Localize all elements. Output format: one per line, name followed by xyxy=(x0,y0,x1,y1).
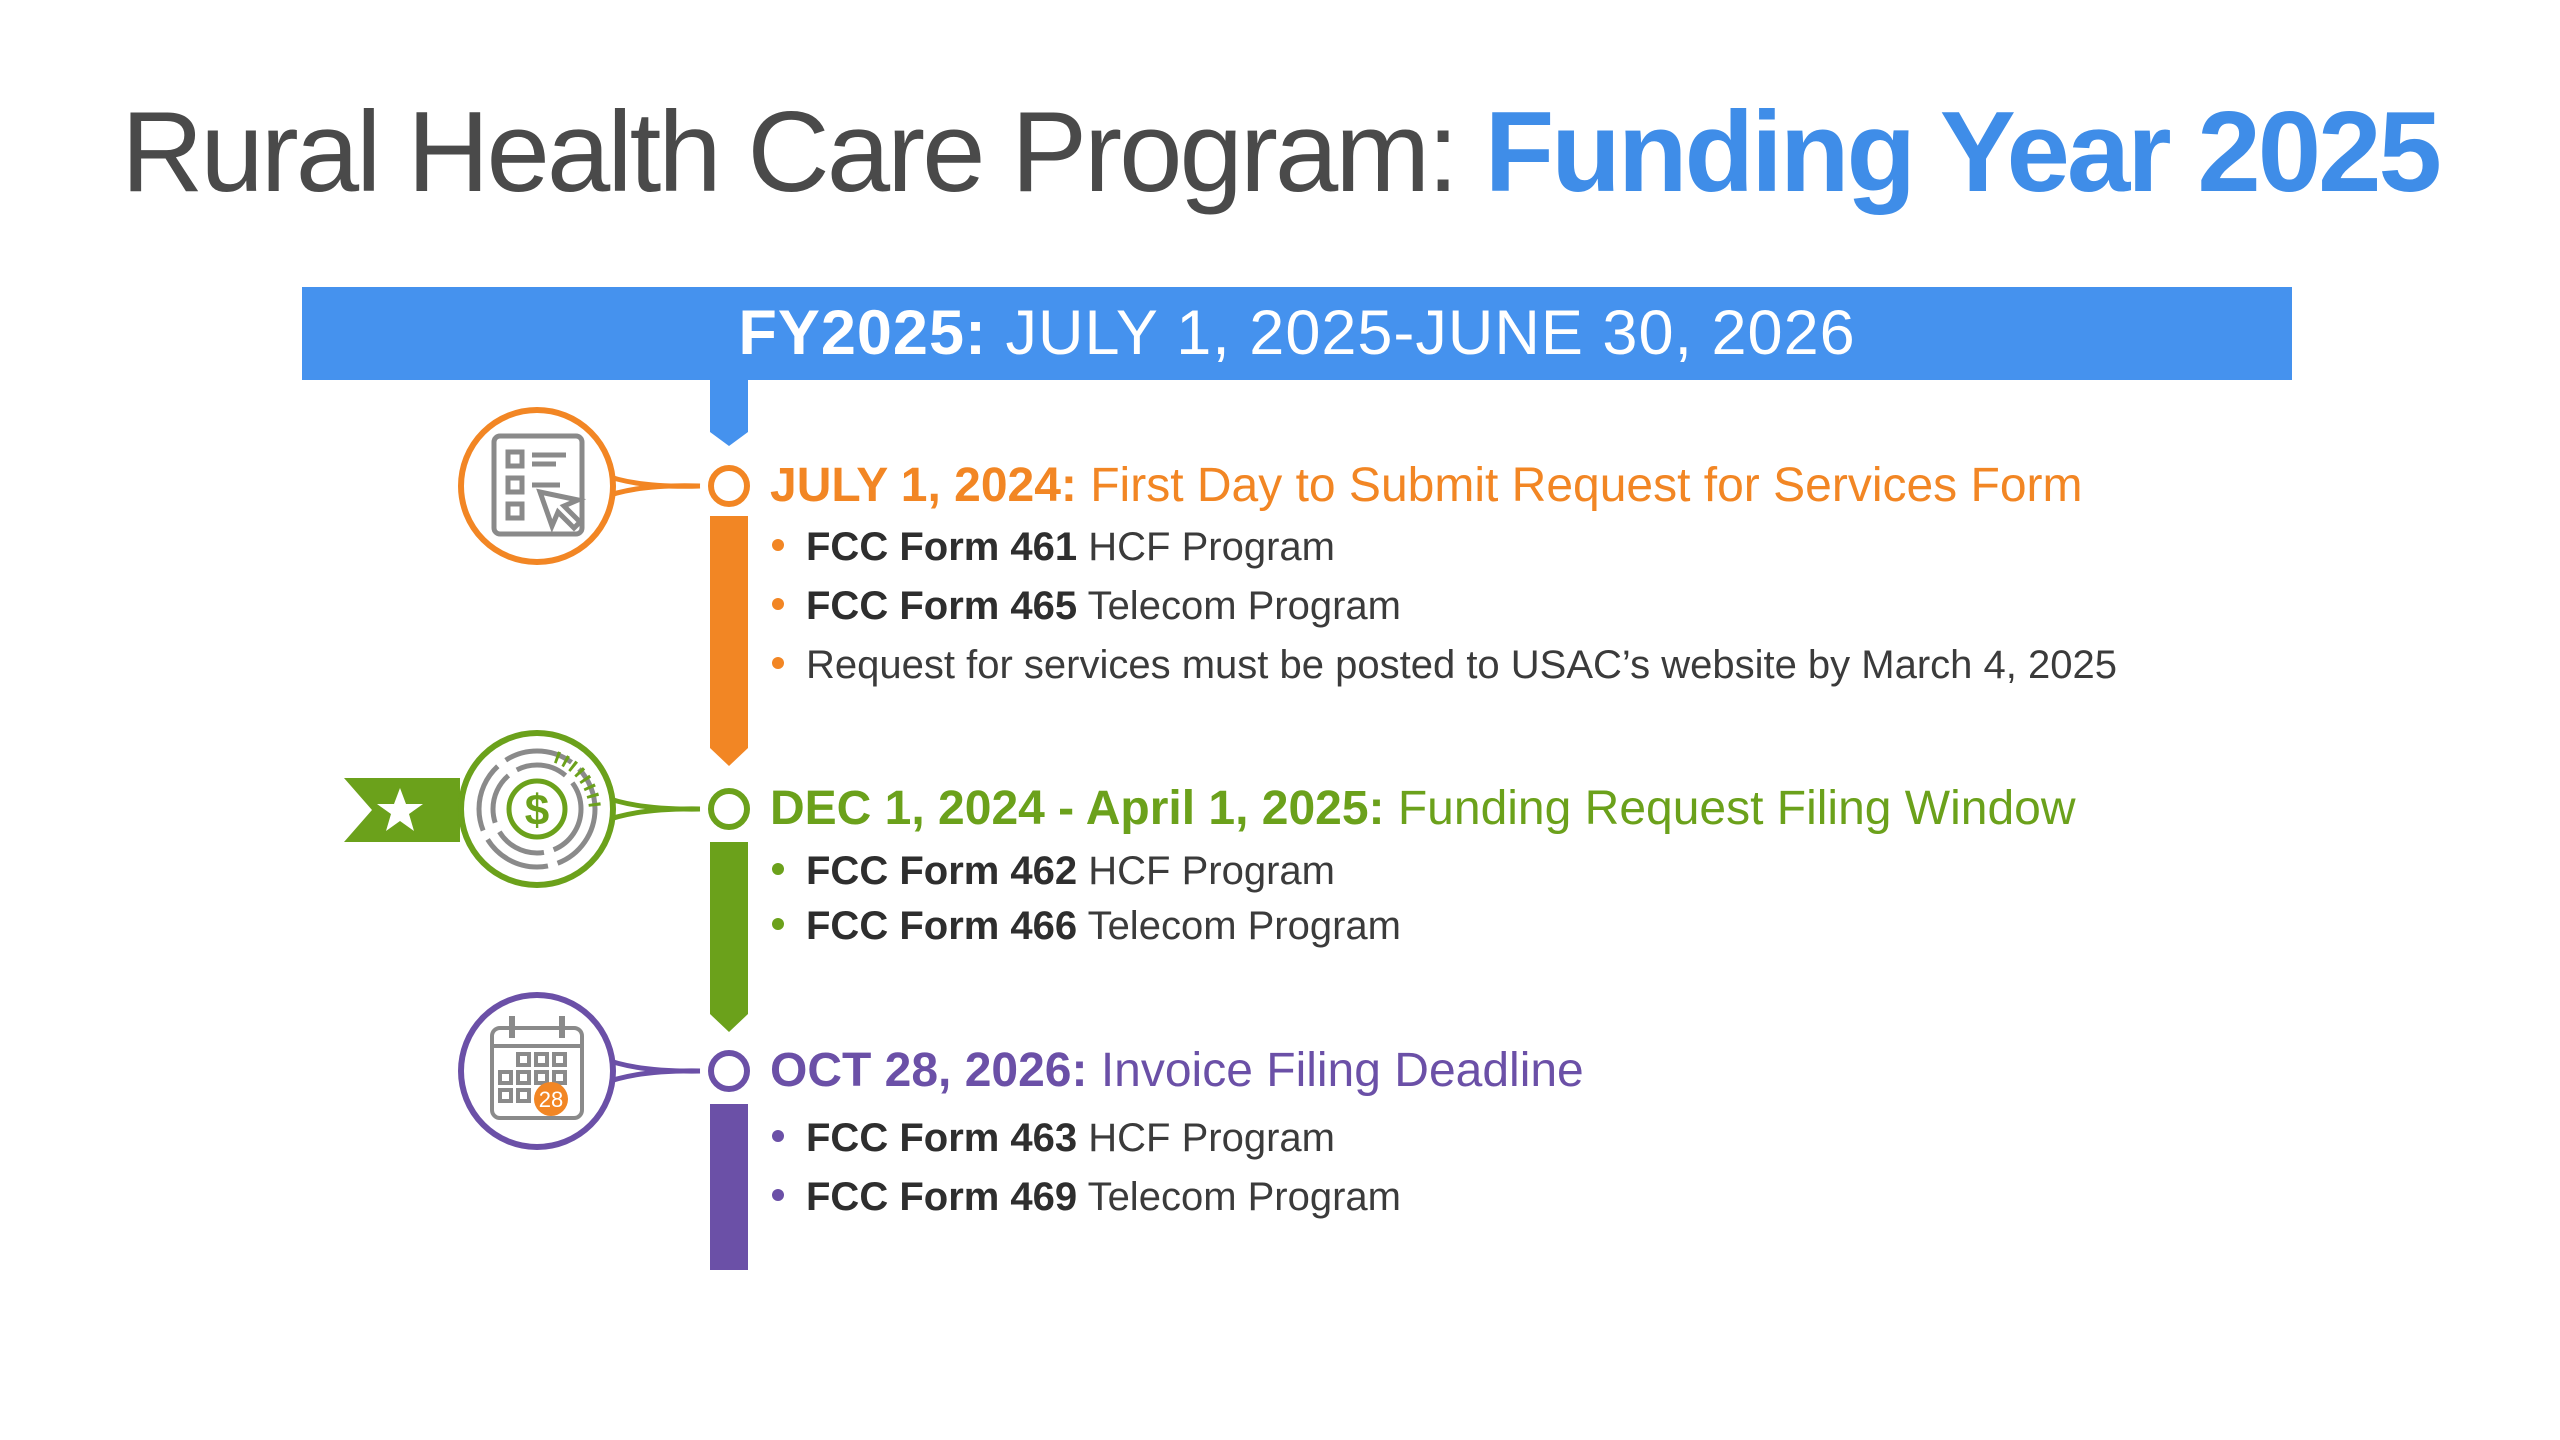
milestone-2-node xyxy=(711,791,747,827)
milestone-3-title: Invoice Filing Deadline xyxy=(1087,1044,1584,1097)
list-item xyxy=(770,582,2117,641)
form-program: HCF Program xyxy=(1077,1116,1335,1160)
form-number: FCC Form 462 xyxy=(806,849,1078,893)
form-number: FCC Form 463 xyxy=(806,1116,1078,1160)
milestone-2-date: DEC 1, 2024 - April 1, 2025: xyxy=(770,782,1385,835)
timeline-segment-purple xyxy=(710,1104,748,1270)
bullet-dot xyxy=(772,598,784,610)
bullet-dot xyxy=(772,539,784,551)
milestone-2-title: Funding Request Filing Window xyxy=(1384,782,2076,835)
milestone-3-bullets xyxy=(770,1114,1401,1232)
milestone-2-connector xyxy=(602,796,700,822)
bullet-dot xyxy=(772,918,784,930)
milestone-1-date: JULY 1, 2024: xyxy=(770,459,1077,512)
banner-date-range: JULY 1, 2025-JUNE 30, 2026 xyxy=(986,298,1856,368)
form-program: Telecom Program xyxy=(1077,904,1401,948)
banner-stem xyxy=(710,380,748,446)
list-item xyxy=(770,641,2117,700)
form-number: FCC Form 465 xyxy=(806,584,1078,628)
milestone-3-connector xyxy=(602,1058,700,1084)
title-main: Rural Health Care Program: xyxy=(121,89,1485,216)
bullet-dot xyxy=(772,657,784,669)
list-item xyxy=(770,847,1401,902)
calendar-day-number: 28 xyxy=(538,1087,564,1112)
form-number: FCC Form 469 xyxy=(806,1175,1078,1219)
bullet-dot xyxy=(772,1130,784,1142)
timeline-segment-green xyxy=(710,842,748,1032)
milestone-1-node xyxy=(711,468,747,504)
list-item xyxy=(770,1114,1401,1173)
form-program: Telecom Program xyxy=(1077,1175,1401,1219)
milestone-1-title: First Day to Submit Request for Services Form xyxy=(1076,459,2083,512)
title-accent: Funding Year 2025 xyxy=(1484,89,2439,216)
form-number: FCC Form 466 xyxy=(806,904,1078,948)
milestone-3-node xyxy=(711,1053,747,1089)
milestone-3-date: OCT 28, 2026: xyxy=(770,1044,1088,1097)
form-program: Telecom Program xyxy=(1077,584,1401,628)
form-program: HCF Program xyxy=(1077,525,1335,569)
milestone-2-bullets xyxy=(770,847,1401,957)
posting-deadline-note: Request for services must be posted to USAC’s website by March 4, 2025 xyxy=(806,643,2117,687)
milestone-1-connector xyxy=(602,474,700,498)
bullet-dot xyxy=(772,863,784,875)
form-program: HCF Program xyxy=(1077,849,1335,893)
list-item xyxy=(770,523,2117,582)
milestone-1-bullets xyxy=(770,523,2117,700)
banner-label: FY2025: xyxy=(738,298,987,368)
form-number: FCC Form 461 xyxy=(806,525,1078,569)
milestone-2-heading xyxy=(770,779,2076,839)
bullet-dot xyxy=(772,1189,784,1201)
milestone-3-heading xyxy=(770,1041,1584,1101)
milestone-1-heading xyxy=(770,456,2083,516)
svg-text:$: $ xyxy=(524,786,550,835)
list-item xyxy=(770,1173,1401,1232)
timeline-segment-orange xyxy=(710,516,748,766)
list-item xyxy=(770,902,1401,957)
